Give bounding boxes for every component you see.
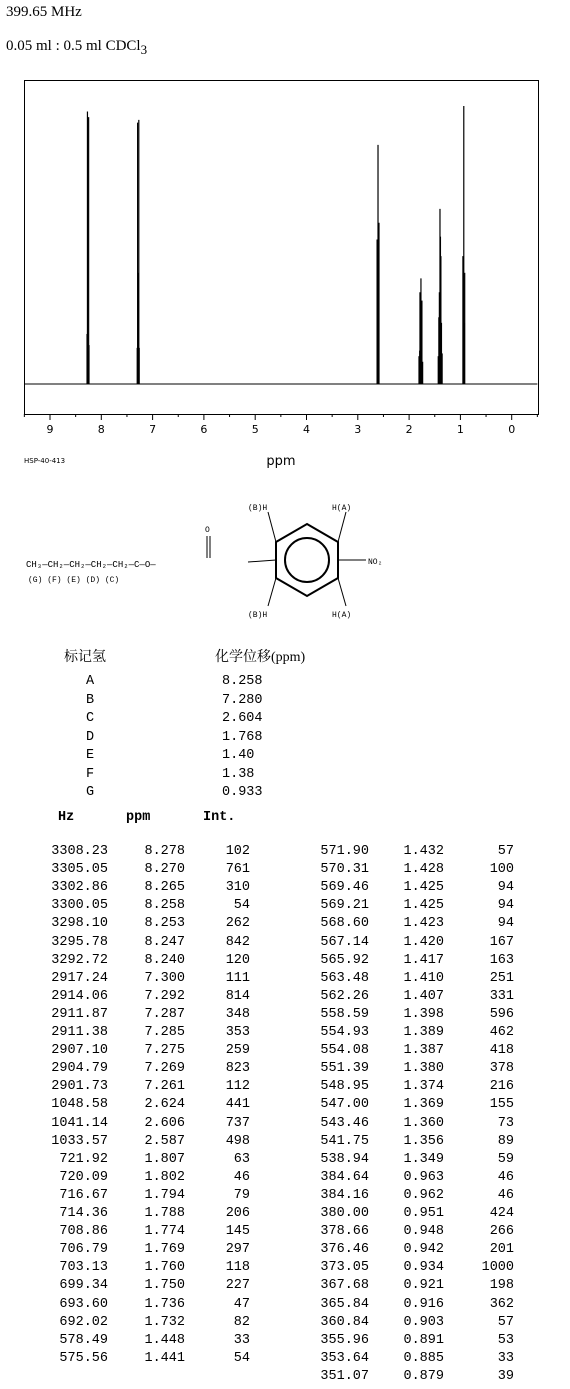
peak-hz: 3305.05 xyxy=(51,862,108,878)
peak-ppm: 0.903 xyxy=(403,1314,444,1330)
peak-ppm: 1.774 xyxy=(144,1224,185,1240)
peak-row xyxy=(0,1061,570,1079)
peak-ppm: 1.732 xyxy=(144,1314,185,1330)
peak-int: 46 xyxy=(497,1187,514,1203)
peak-int: 54 xyxy=(233,898,250,914)
peak-hz: 384.64 xyxy=(320,1169,369,1185)
peak-ppm: 0.934 xyxy=(403,1260,444,1276)
h-a-top-label: H(A) xyxy=(332,504,352,513)
peak-int: 331 xyxy=(489,988,514,1004)
peak-ppm: 2.587 xyxy=(144,1133,185,1149)
peak-hz: 547.00 xyxy=(320,1097,369,1113)
spectrometer-frequency: 399.65 MHz xyxy=(6,4,82,20)
peak-ppm: 0.916 xyxy=(403,1296,444,1312)
peak-int: 424 xyxy=(489,1206,514,1221)
peak-hz: 543.46 xyxy=(320,1115,369,1131)
peak-ppm: 1.802 xyxy=(144,1169,185,1185)
h-b-top-bond xyxy=(268,512,276,542)
x-tick-label: 7 xyxy=(149,423,157,436)
peak-int: 145 xyxy=(225,1224,250,1240)
peak-hz: 378.66 xyxy=(320,1224,369,1240)
peak-int: 206 xyxy=(225,1206,250,1221)
peak-int: 216 xyxy=(489,1079,514,1095)
peak-ppm: 0.962 xyxy=(403,1187,444,1203)
peak-ppm: 7.300 xyxy=(144,970,185,986)
peak-row xyxy=(0,1170,570,1188)
peak-int: 348 xyxy=(225,1006,250,1022)
peak-ppm: 1.387 xyxy=(403,1043,444,1059)
peak-ppm: 7.287 xyxy=(144,1006,185,1022)
peak-int: 33 xyxy=(497,1350,514,1366)
assignment-shift: 2.604 xyxy=(222,711,263,726)
x-axis-ticks xyxy=(24,414,537,420)
peak-int: 362 xyxy=(489,1296,514,1312)
peak-row xyxy=(0,880,570,898)
assignment-label: E xyxy=(86,748,95,763)
peak-ppm: 1.374 xyxy=(403,1079,444,1095)
peak-int: 59 xyxy=(497,1151,514,1167)
peak-ppm: 1.380 xyxy=(403,1061,444,1077)
peak-hz: 554.08 xyxy=(320,1043,369,1059)
x-tick-label: 9 xyxy=(46,423,54,436)
spectrum-code: HSP-40-413 xyxy=(24,457,66,465)
peak-int: 33 xyxy=(233,1332,250,1348)
peak-ppm: 1.432 xyxy=(403,844,444,859)
x-tick-label: 4 xyxy=(303,423,310,436)
peak-hz: 554.93 xyxy=(320,1025,369,1040)
peak-hz: 3300.05 xyxy=(51,898,108,914)
peak-row xyxy=(0,1188,570,1206)
peak-row xyxy=(0,1043,570,1061)
peak-int: 47 xyxy=(233,1296,250,1312)
peak-hz: 565.92 xyxy=(320,952,369,968)
peak-int: 378 xyxy=(489,1061,514,1077)
peak-hz: 373.05 xyxy=(320,1260,369,1276)
peak-hz: 548.95 xyxy=(320,1079,369,1095)
peak-int: 761 xyxy=(225,862,250,878)
peak-hz: 1041.14 xyxy=(51,1115,108,1131)
peak-int: 259 xyxy=(225,1043,250,1059)
peak-ppm: 1.788 xyxy=(144,1206,185,1221)
peak-ppm: 1.407 xyxy=(403,988,444,1004)
peak-hz: 2914.06 xyxy=(51,988,108,1004)
peak-hz: 3292.72 xyxy=(51,952,108,968)
peak-int: 418 xyxy=(489,1043,514,1059)
peak-ppm: 1.425 xyxy=(403,898,444,914)
peak-hz: 578.49 xyxy=(59,1332,108,1348)
peak-row xyxy=(0,1025,570,1043)
peak-int: 266 xyxy=(489,1224,514,1240)
peak-ppm: 1.794 xyxy=(144,1187,185,1203)
peak-row xyxy=(0,1278,570,1296)
peak-hz: 716.67 xyxy=(59,1187,108,1203)
peak-ppm: 0.921 xyxy=(403,1278,444,1294)
peak-hz: 714.36 xyxy=(59,1206,108,1221)
peak-int: 310 xyxy=(225,880,250,896)
peak-ppm: 0.885 xyxy=(403,1350,444,1366)
peak-row xyxy=(0,1097,570,1115)
nmr-spectrum-chart xyxy=(0,70,570,475)
peak-ppm: 1.750 xyxy=(144,1278,185,1294)
peak-hz: 575.56 xyxy=(59,1350,108,1366)
peak-hz: 720.09 xyxy=(59,1169,108,1185)
chain-carbon-labels: (G) (F) (E) (D) (C) xyxy=(28,576,120,585)
peak-int: 57 xyxy=(497,844,514,859)
peak-ppm: 1.349 xyxy=(403,1151,444,1167)
peak-int: 842 xyxy=(225,934,250,950)
peak-int: 163 xyxy=(489,952,514,968)
peak-ppm: 8.253 xyxy=(144,916,185,932)
peak-hz: 703.13 xyxy=(59,1260,108,1276)
peak-int: 94 xyxy=(497,880,514,896)
peak-hz: 3302.86 xyxy=(51,880,108,896)
peak-int: 262 xyxy=(225,916,250,932)
peak-hz: 708.86 xyxy=(59,1224,108,1240)
assign-header-shift: 化学位移(ppm) xyxy=(215,650,306,665)
x-tick-label: 0 xyxy=(508,423,516,436)
assignment-shift: 7.280 xyxy=(222,692,263,708)
peak-hz: 563.48 xyxy=(320,970,369,986)
peak-row xyxy=(0,1134,570,1152)
peak-int: 102 xyxy=(225,844,250,859)
assignment-shift: 1.38 xyxy=(222,766,255,782)
peak-int: 118 xyxy=(225,1260,250,1276)
peak-int: 198 xyxy=(489,1278,514,1294)
peak-hz: 3298.10 xyxy=(51,916,108,932)
peak-row xyxy=(0,1079,570,1097)
peak-int: 823 xyxy=(225,1061,250,1077)
peak-ppm: 0.891 xyxy=(403,1332,444,1348)
sample-subscript: 3 xyxy=(140,42,148,57)
molecular-structure xyxy=(0,490,570,630)
peak-int: 201 xyxy=(489,1242,514,1258)
peak-hz: 384.16 xyxy=(320,1187,369,1203)
peak-ppm: 1.760 xyxy=(144,1260,185,1276)
peak-int: 462 xyxy=(489,1025,514,1040)
peak-ppm: 1.441 xyxy=(144,1350,185,1366)
peak-hz: 1048.58 xyxy=(51,1097,108,1113)
peak-int: 89 xyxy=(497,1133,514,1149)
nitro-group: NO₂ xyxy=(368,558,383,567)
peak-hz: 376.46 xyxy=(320,1242,369,1258)
x-tick-label: 8 xyxy=(97,423,105,436)
peak-int: 596 xyxy=(489,1006,514,1022)
peak-ppm: 1.398 xyxy=(403,1006,444,1022)
peak-int: 46 xyxy=(233,1169,250,1185)
peak-int: 814 xyxy=(225,988,250,1004)
peak-ppm: 1.410 xyxy=(403,970,444,986)
peak-ppm: 7.261 xyxy=(144,1079,185,1095)
peak-header-hz: Hz xyxy=(58,810,75,825)
peak-hz: 2907.10 xyxy=(51,1043,108,1059)
peak-row xyxy=(0,935,570,953)
peak-ppm: 1.389 xyxy=(403,1025,444,1040)
alkyl-chain: CH₃—CH₂—CH₂—CH₂—CH₂—C—O— xyxy=(26,560,156,570)
peak-ppm: 1.423 xyxy=(403,916,444,932)
peak-ppm: 1.736 xyxy=(144,1296,185,1312)
peak-int: 94 xyxy=(497,898,514,914)
h-b-bottom-bond xyxy=(268,578,276,606)
peak-ppm: 8.265 xyxy=(144,880,185,896)
peak-row xyxy=(0,862,570,880)
h-b-top-label: (B)H xyxy=(248,504,268,513)
peak-ppm: 1.769 xyxy=(144,1242,185,1258)
peak-hz: 570.31 xyxy=(320,862,369,878)
peak-row xyxy=(0,971,570,989)
peak-int: 100 xyxy=(489,862,514,878)
peak-ppm: 8.247 xyxy=(144,934,185,950)
peak-hz: 538.94 xyxy=(320,1151,369,1167)
peak-list-table xyxy=(0,808,570,1388)
peak-hz: 380.00 xyxy=(320,1206,369,1221)
peak-int: 73 xyxy=(497,1115,514,1131)
peak-hz: 562.26 xyxy=(320,988,369,1004)
assignment-label: C xyxy=(86,711,95,726)
assignment-label: G xyxy=(86,785,95,800)
peak-hz: 569.21 xyxy=(320,898,369,914)
x-axis-tick-labels xyxy=(47,423,516,436)
peak-row xyxy=(0,1315,570,1333)
peak-ppm: 1.356 xyxy=(403,1133,444,1149)
peak-row xyxy=(0,1297,570,1315)
peak-hz: 693.60 xyxy=(59,1296,108,1312)
assignment-shift: 1.768 xyxy=(222,729,263,745)
peak-int: 111 xyxy=(225,970,250,986)
peak-ppm: 7.292 xyxy=(144,988,185,1004)
peak-hz: 3295.78 xyxy=(51,934,108,950)
assignment-shift: 8.258 xyxy=(222,674,263,689)
peak-ppm: 7.285 xyxy=(144,1025,185,1040)
spectrum-peaks xyxy=(87,106,465,384)
peak-hz: 706.79 xyxy=(59,1242,108,1258)
peak-row xyxy=(0,1351,570,1369)
peak-hz: 353.64 xyxy=(320,1350,369,1366)
peak-header-int: Int. xyxy=(203,810,236,825)
peak-ppm: 1.807 xyxy=(144,1151,185,1167)
peak-hz: 367.68 xyxy=(320,1278,369,1294)
peak-int: 46 xyxy=(497,1169,514,1185)
peak-ppm: 7.269 xyxy=(144,1061,185,1077)
peak-row xyxy=(0,953,570,971)
peak-row xyxy=(0,844,570,862)
carbonyl-oxygen: O xyxy=(205,526,210,535)
peak-ppm: 8.278 xyxy=(144,844,185,859)
peak-ppm: 2.606 xyxy=(144,1115,185,1131)
peak-hz: 567.14 xyxy=(320,934,369,950)
peak-int: 441 xyxy=(225,1097,250,1113)
assignment-shift: 0.933 xyxy=(222,785,263,800)
peak-ppm: 1.417 xyxy=(403,952,444,968)
assignment-shift: 1.40 xyxy=(222,748,255,763)
peak-int: 79 xyxy=(233,1187,250,1203)
peak-int: 120 xyxy=(225,952,250,968)
peak-hz: 2917.24 xyxy=(51,970,108,986)
x-axis-label: ppm xyxy=(266,454,296,469)
peak-hz: 351.07 xyxy=(320,1368,369,1384)
peak-int: 1000 xyxy=(481,1260,514,1276)
assignment-label: A xyxy=(86,674,95,689)
peak-row xyxy=(0,1260,570,1278)
peak-row xyxy=(0,1242,570,1260)
peak-hz: 365.84 xyxy=(320,1296,369,1312)
peak-int: 251 xyxy=(489,970,514,986)
assignment-table xyxy=(0,640,570,810)
peak-hz: 2911.87 xyxy=(51,1006,108,1022)
peak-int: 57 xyxy=(497,1314,514,1330)
assignment-label: D xyxy=(86,729,95,745)
peak-ppm: 1.420 xyxy=(403,934,444,950)
h-a-bottom-label: H(A) xyxy=(332,611,352,620)
x-tick-label: 5 xyxy=(251,423,259,436)
peak-int: 39 xyxy=(497,1368,514,1384)
peak-ppm: 0.879 xyxy=(403,1368,444,1384)
sample-text: 0.05 ml : 0.5 ml CDCl xyxy=(6,38,141,54)
peak-ppm: 2.624 xyxy=(144,1097,185,1113)
x-tick-label: 2 xyxy=(405,423,413,436)
peak-int: 227 xyxy=(225,1278,250,1294)
peak-ppm: 1.369 xyxy=(403,1097,444,1113)
peak-int: 63 xyxy=(233,1151,250,1167)
peak-int: 167 xyxy=(489,934,514,950)
peak-hz: 1033.57 xyxy=(51,1133,108,1149)
peak-int: 498 xyxy=(225,1133,250,1149)
peak-row xyxy=(0,1116,570,1134)
peak-int: 297 xyxy=(225,1242,250,1258)
peak-int: 82 xyxy=(233,1314,250,1330)
peak-hz: 2911.38 xyxy=(51,1025,108,1040)
ester-o-bond xyxy=(248,560,276,562)
sample-description xyxy=(6,38,147,55)
peak-int: 53 xyxy=(497,1332,514,1348)
peak-row xyxy=(0,989,570,1007)
peak-int: 54 xyxy=(233,1350,250,1366)
peak-ppm: 7.275 xyxy=(144,1043,185,1059)
peak-ppm: 0.942 xyxy=(403,1242,444,1258)
peak-row xyxy=(0,898,570,916)
h-a-bottom-bond xyxy=(338,578,346,606)
h-a-top-bond xyxy=(338,512,346,542)
peak-row xyxy=(0,1333,570,1351)
peak-hz: 568.60 xyxy=(320,916,369,932)
x-tick-label: 6 xyxy=(200,423,208,436)
peak-row xyxy=(0,916,570,934)
peak-header-ppm: ppm xyxy=(126,810,151,825)
peak-hz: 569.46 xyxy=(320,880,369,896)
x-tick-label: 1 xyxy=(456,423,464,436)
peak-int: 155 xyxy=(489,1097,514,1113)
peak-row xyxy=(0,1152,570,1170)
x-tick-label: 3 xyxy=(354,423,362,436)
h-b-bottom-label: (B)H xyxy=(248,611,268,620)
peak-int: 94 xyxy=(497,916,514,932)
peak-int: 112 xyxy=(225,1079,250,1095)
peak-ppm: 0.963 xyxy=(403,1169,444,1185)
peak-ppm: 1.360 xyxy=(403,1115,444,1131)
peak-int: 737 xyxy=(225,1115,250,1131)
peak-ppm: 8.270 xyxy=(144,862,185,878)
peak-ppm: 1.428 xyxy=(403,862,444,878)
peak-hz: 571.90 xyxy=(320,844,369,859)
assignment-label: F xyxy=(86,766,95,782)
peak-hz: 692.02 xyxy=(59,1314,108,1330)
peak-hz: 355.96 xyxy=(320,1332,369,1348)
peak-ppm: 1.448 xyxy=(144,1332,185,1348)
peak-hz: 360.84 xyxy=(320,1314,369,1330)
assignment-label: B xyxy=(86,692,95,708)
peak-hz: 551.39 xyxy=(320,1061,369,1077)
peak-hz: 721.92 xyxy=(59,1151,108,1167)
peak-hz: 558.59 xyxy=(320,1006,369,1022)
peak-row xyxy=(0,1224,570,1242)
peak-hz: 699.34 xyxy=(59,1278,108,1294)
peak-ppm: 1.425 xyxy=(403,880,444,896)
peak-row xyxy=(0,1206,570,1224)
peak-ppm: 8.258 xyxy=(144,898,185,914)
peak-ppm: 0.948 xyxy=(403,1224,444,1240)
aromatic-circle xyxy=(285,538,329,582)
peak-hz: 2904.79 xyxy=(51,1061,108,1077)
assign-header-label: 标记氢 xyxy=(64,650,106,665)
peak-ppm: 8.240 xyxy=(144,952,185,968)
peak-int: 353 xyxy=(225,1025,250,1040)
peak-ppm: 0.951 xyxy=(403,1206,444,1221)
peak-row xyxy=(0,1007,570,1025)
peak-hz: 3308.23 xyxy=(51,844,108,859)
peak-row xyxy=(0,1369,570,1387)
plot-frame xyxy=(25,81,539,415)
peak-hz: 541.75 xyxy=(320,1133,369,1149)
peak-hz: 2901.73 xyxy=(51,1079,108,1095)
